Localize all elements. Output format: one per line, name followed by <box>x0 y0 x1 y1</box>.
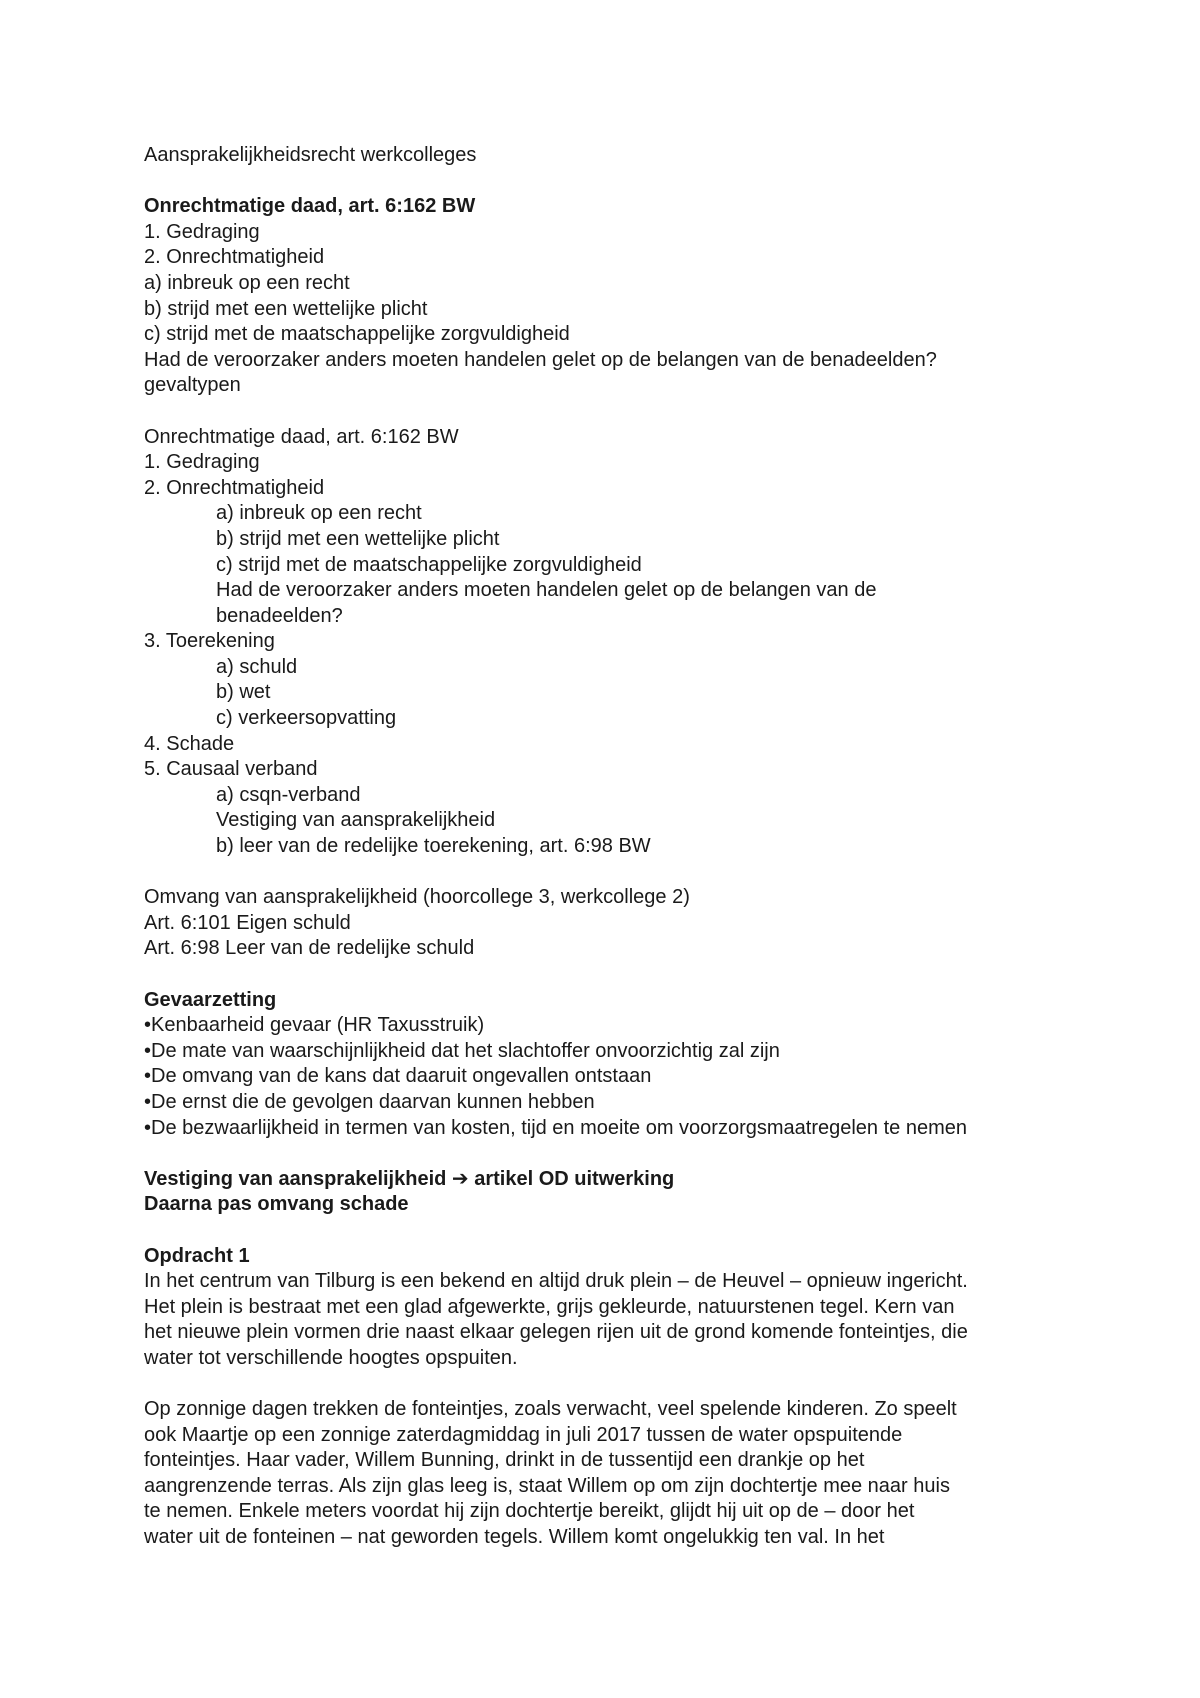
spacer <box>144 399 1084 425</box>
spacer <box>144 1372 1084 1398</box>
spacer <box>144 1141 1084 1167</box>
section2-subitem: c) verkeersopvatting <box>216 707 397 730</box>
section2-subitem: a) csqn-verband <box>216 783 361 806</box>
section2-item: 1. Gedraging <box>144 451 260 474</box>
section2-subitem: Vestiging van aansprakelijkheid <box>216 809 496 832</box>
section2-item: 2. Onrechtmatigheid <box>144 476 325 499</box>
section2-item: 5. Causaal verband <box>144 758 318 781</box>
section5-line1 <box>144 1167 1084 1193</box>
arrow-right-icon: ➔ <box>451 1167 469 1190</box>
spacer <box>144 169 1084 195</box>
section3-line: Omvang van aansprakelijkheid (hoorcollege 3, werkcollege 2) <box>144 886 690 909</box>
section2-subitem: a) inbreuk op een recht <box>216 502 422 525</box>
section4-bullet: •De ernst die de gevolgen daarvan kunnen hebben <box>144 1090 595 1113</box>
section4-bullet: •De omvang van de kans dat daaruit ongevallen ontstaan <box>144 1065 652 1088</box>
opdracht-paragraph2-line: Op zonnige dagen trekken de fonteintjes, zoals verwacht, veel spelende kinderen. Zo speelt <box>144 1398 957 1421</box>
section1-line: b) strijd met een wettelijke plicht <box>144 297 428 320</box>
section4-bullet: •Kenbaarheid gevaar (HR Taxusstruik) <box>144 1014 485 1037</box>
section1-line: a) inbreuk op een recht <box>144 271 350 294</box>
section2-item: 3. Toerekening <box>144 630 275 653</box>
section5-line2: Daarna pas omvang schade <box>144 1193 409 1216</box>
section1-line: 2. Onrechtmatigheid <box>144 246 325 269</box>
section2-subitem: Had de veroorzaker anders moeten handelen gelet op de belangen van de <box>216 579 877 602</box>
spacer <box>144 860 1084 886</box>
opdracht-heading: Opdracht 1 <box>144 1244 250 1267</box>
opdracht-paragraph2-line: aangrenzende terras. Als zijn glas leeg is, staat Willem op om zijn dochtertje mee naar huis <box>144 1474 950 1497</box>
section3-line: Art. 6:101 Eigen schuld <box>144 911 351 934</box>
section2-subitem: b) wet <box>216 681 271 704</box>
opdracht-paragraph2-line: water uit de fonteinen – nat geworden tegels. Willem komt ongelukkig ten val. In het <box>144 1526 885 1549</box>
section2-item: 4. Schade <box>144 732 235 755</box>
opdracht-paragraph1-line: In het centrum van Tilburg is een bekend en altijd druk plein – de Heuvel – opnieuw ingericht. <box>144 1270 968 1293</box>
section2-subitem: c) strijd met de maatschappelijke zorgvuldigheid <box>216 553 642 576</box>
section1-heading: Onrechtmatige daad, art. 6:162 BW <box>144 195 476 218</box>
section2-subitem: benadeelden? <box>216 604 343 627</box>
section1-line: Had de veroorzaker anders moeten handelen gelet op de belangen van de benadeelden? <box>144 348 937 371</box>
opdracht-paragraph1-line: Het plein is bestraat met een glad afgewerkte, grijs gekleurde, natuurstenen tegel. Kern van <box>144 1295 955 1318</box>
section2-subitem: b) leer van de redelijke toerekening, art. 6:98 BW <box>216 835 651 858</box>
section4-bullet: •De bezwaarlijkheid in termen van kosten, tijd en moeite om voorzorgsmaatregelen te nemen <box>144 1116 967 1139</box>
section1-line: 1. Gedraging <box>144 220 260 243</box>
section4-bullet: •De mate van waarschijnlijkheid dat het slachtoffer onvoorzichtig zal zijn <box>144 1039 780 1062</box>
spacer <box>144 962 1084 988</box>
section2-subitem: a) schuld <box>216 655 298 678</box>
document-page <box>144 143 1084 1551</box>
section4-heading: Gevaarzetting <box>144 988 277 1011</box>
section3-line: Art. 6:98 Leer van de redelijke schuld <box>144 937 475 960</box>
document-title: Aansprakelijkheidsrecht werkcolleges <box>144 144 477 166</box>
opdracht-paragraph1-line: water tot verschillende hoogtes opspuiten. <box>144 1346 518 1369</box>
section1-line: gevaltypen <box>144 374 241 397</box>
opdracht-paragraph2-line: ook Maartje op een zonnige zaterdagmiddag in juli 2017 tussen de water opspuitende <box>144 1423 903 1446</box>
opdracht-paragraph1-line: het nieuwe plein vormen drie naast elkaar gelegen rijen uit de grond komende fonteintjes, die <box>144 1321 968 1344</box>
opdracht-paragraph2-line: te nemen. Enkele meters voordat hij zijn dochtertje bereikt, glijdt hij uit op de – door het <box>144 1500 915 1523</box>
section2-subitem: b) strijd met een wettelijke plicht <box>216 527 500 550</box>
section5-text-after: artikel OD uitwerking <box>468 1167 675 1190</box>
section2-heading: Onrechtmatige daad, art. 6:162 BW <box>144 425 459 448</box>
section5-text-before: Vestiging van aansprakelijkheid <box>144 1167 452 1190</box>
opdracht-paragraph2-line: fonteintjes. Haar vader, Willem Bunning, drinkt in de tussentijd een drankje op het <box>144 1449 865 1472</box>
section1-line: c) strijd met de maatschappelijke zorgvuldigheid <box>144 323 570 346</box>
spacer <box>144 1218 1084 1244</box>
